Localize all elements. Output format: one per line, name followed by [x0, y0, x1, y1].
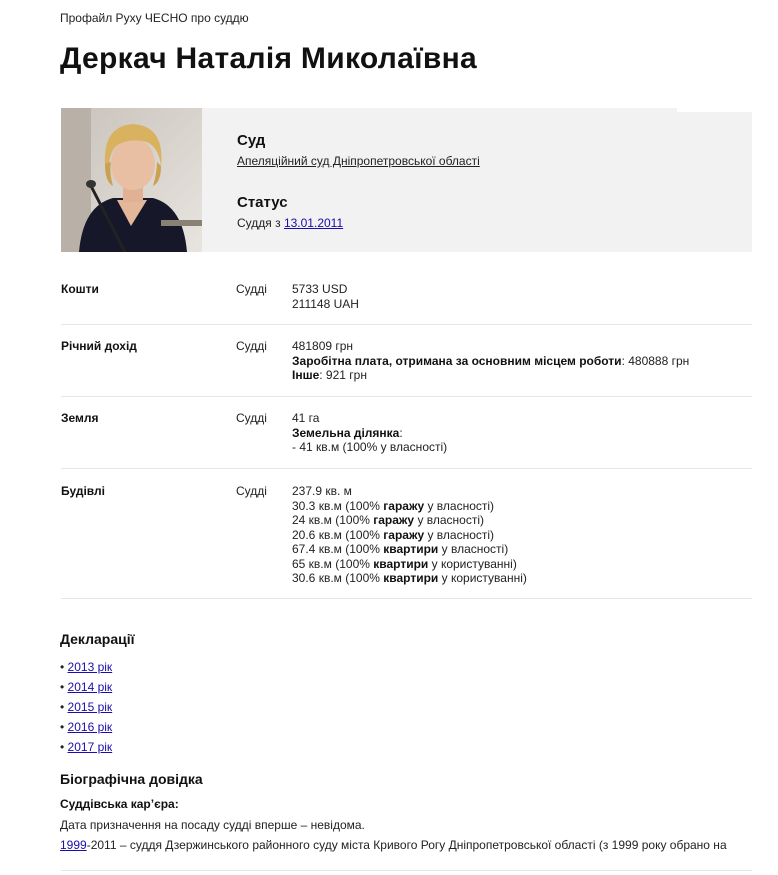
judge-photo	[61, 108, 202, 252]
page-title: Деркач Наталія Миколаївна	[60, 42, 477, 75]
land-parcel-label: Земельна ділянка	[292, 425, 400, 440]
declarations-list	[60, 657, 112, 757]
building-item	[292, 557, 527, 572]
bio-line-2	[60, 838, 752, 852]
building-item-size: 65 кв.м (100%	[292, 556, 374, 571]
declaration-item	[60, 717, 112, 737]
income-total: 481809 грн	[292, 339, 354, 353]
bio-year-link[interactable]: 1999	[60, 838, 87, 852]
building-item-size: 20.6 кв.м (100%	[292, 527, 384, 542]
building-item-ownership: у користуванні)	[428, 556, 517, 571]
land-label: Земля	[61, 411, 99, 425]
income-salary	[292, 354, 689, 369]
bio-line-2-text: -2011 – суддя Дзержинського районного суду міста Кривого Рогу Дніпропетровської області (з 1999 року обрано на	[86, 838, 727, 852]
income-other	[292, 368, 689, 383]
money-label: Кошти	[61, 282, 99, 296]
court-link[interactable]: Апеляційний суд Дніпропетровської області	[237, 154, 480, 168]
declarations-title: Декларації	[60, 631, 135, 647]
buildings-owner: Судді	[236, 484, 267, 498]
building-item-size: 67.4 кв.м (100%	[292, 542, 384, 556]
bio-line-1: Дата призначення на посаду судді вперше – невідома.	[60, 818, 365, 832]
building-item-ownership: у власності)	[424, 527, 495, 542]
building-item-kind: гаражу	[383, 498, 425, 513]
building-item-size: 30.6 кв.м (100%	[292, 571, 384, 585]
building-item	[292, 542, 527, 557]
declaration-item	[60, 737, 112, 757]
building-item-kind: квартири	[383, 542, 439, 556]
card-info-panel	[202, 108, 752, 252]
buildings-label: Будівлі	[61, 484, 105, 498]
land-total: 41 га	[292, 411, 320, 425]
income-values	[292, 339, 689, 383]
income-other-label: Інше	[292, 368, 320, 382]
building-item	[292, 513, 527, 528]
building-item-kind: гаражу	[373, 513, 415, 527]
declaration-link-2016[interactable]: 2016 рік	[67, 720, 113, 734]
buildings-values	[292, 484, 527, 586]
panel-notch	[677, 108, 752, 112]
row-buildings	[61, 484, 752, 599]
bullet-icon: •	[60, 700, 65, 714]
bio-title: Біографічна довідка	[60, 771, 203, 787]
building-item-size: 24 кв.м (100%	[292, 513, 374, 527]
profile-card	[61, 108, 752, 252]
status-label: Статус	[237, 194, 288, 211]
judge-photo-image	[61, 108, 202, 252]
breadcrumb: Профайл Руху ЧЕСНО про суддю	[60, 11, 249, 25]
building-item-ownership: у власності)	[438, 542, 509, 556]
land-parcel-colon: :	[399, 425, 403, 440]
bullet-icon: •	[60, 680, 65, 694]
declaration-item	[60, 657, 112, 677]
declaration-item	[60, 697, 112, 717]
declaration-link-2015[interactable]: 2015 рік	[67, 700, 113, 714]
income-label: Річний дохід	[61, 339, 137, 353]
money-owner: Судді	[236, 282, 267, 296]
building-item-size: 30.3 кв.м (100%	[292, 498, 384, 513]
bullet-icon: •	[60, 720, 65, 734]
buildings-total: 237.9 кв. м	[292, 484, 352, 498]
building-item-kind: квартири	[383, 571, 439, 585]
building-item	[292, 571, 527, 586]
building-item-kind: гаражу	[383, 527, 425, 542]
declaration-item	[60, 677, 112, 697]
land-values	[292, 411, 447, 455]
declaration-link-2013[interactable]: 2013 рік	[67, 660, 113, 674]
row-money	[61, 282, 752, 325]
money-uah: 211148 UAH	[292, 296, 359, 311]
bullet-icon: •	[60, 740, 65, 754]
building-item	[292, 528, 527, 543]
income-salary-label: Заробітна плата, отримана за основним місцем роботи	[292, 353, 622, 368]
bottom-divider	[61, 870, 752, 871]
income-other-value: : 921 грн	[319, 368, 367, 382]
declaration-link-2014[interactable]: 2014 рік	[67, 680, 113, 694]
money-values	[292, 282, 359, 311]
income-owner: Судді	[236, 339, 267, 353]
bullet-icon: •	[60, 660, 65, 674]
land-parcel-detail: - 41 кв.м (100% у власності)	[292, 440, 448, 454]
declaration-link-2017[interactable]: 2017 рік	[67, 740, 113, 754]
land-parcel	[292, 426, 447, 441]
building-item-kind: квартири	[373, 556, 429, 571]
land-owner: Судді	[236, 411, 267, 425]
building-item-ownership: у власності)	[414, 513, 485, 527]
status-prefix: Суддя з	[237, 216, 284, 230]
income-salary-value: : 480888 грн	[621, 353, 690, 368]
status-value	[237, 216, 343, 230]
row-land	[61, 411, 752, 469]
money-usd: 5733 USD	[292, 282, 348, 296]
court-label: Суд	[237, 132, 266, 149]
row-income	[61, 339, 752, 397]
building-item-ownership: у власності)	[424, 498, 495, 513]
building-item	[292, 499, 527, 514]
bio-subtitle: Суддівська кар’єра:	[60, 797, 179, 811]
status-date-link[interactable]: 13.01.2011	[283, 216, 344, 230]
building-item-ownership: у користуванні)	[438, 571, 527, 585]
